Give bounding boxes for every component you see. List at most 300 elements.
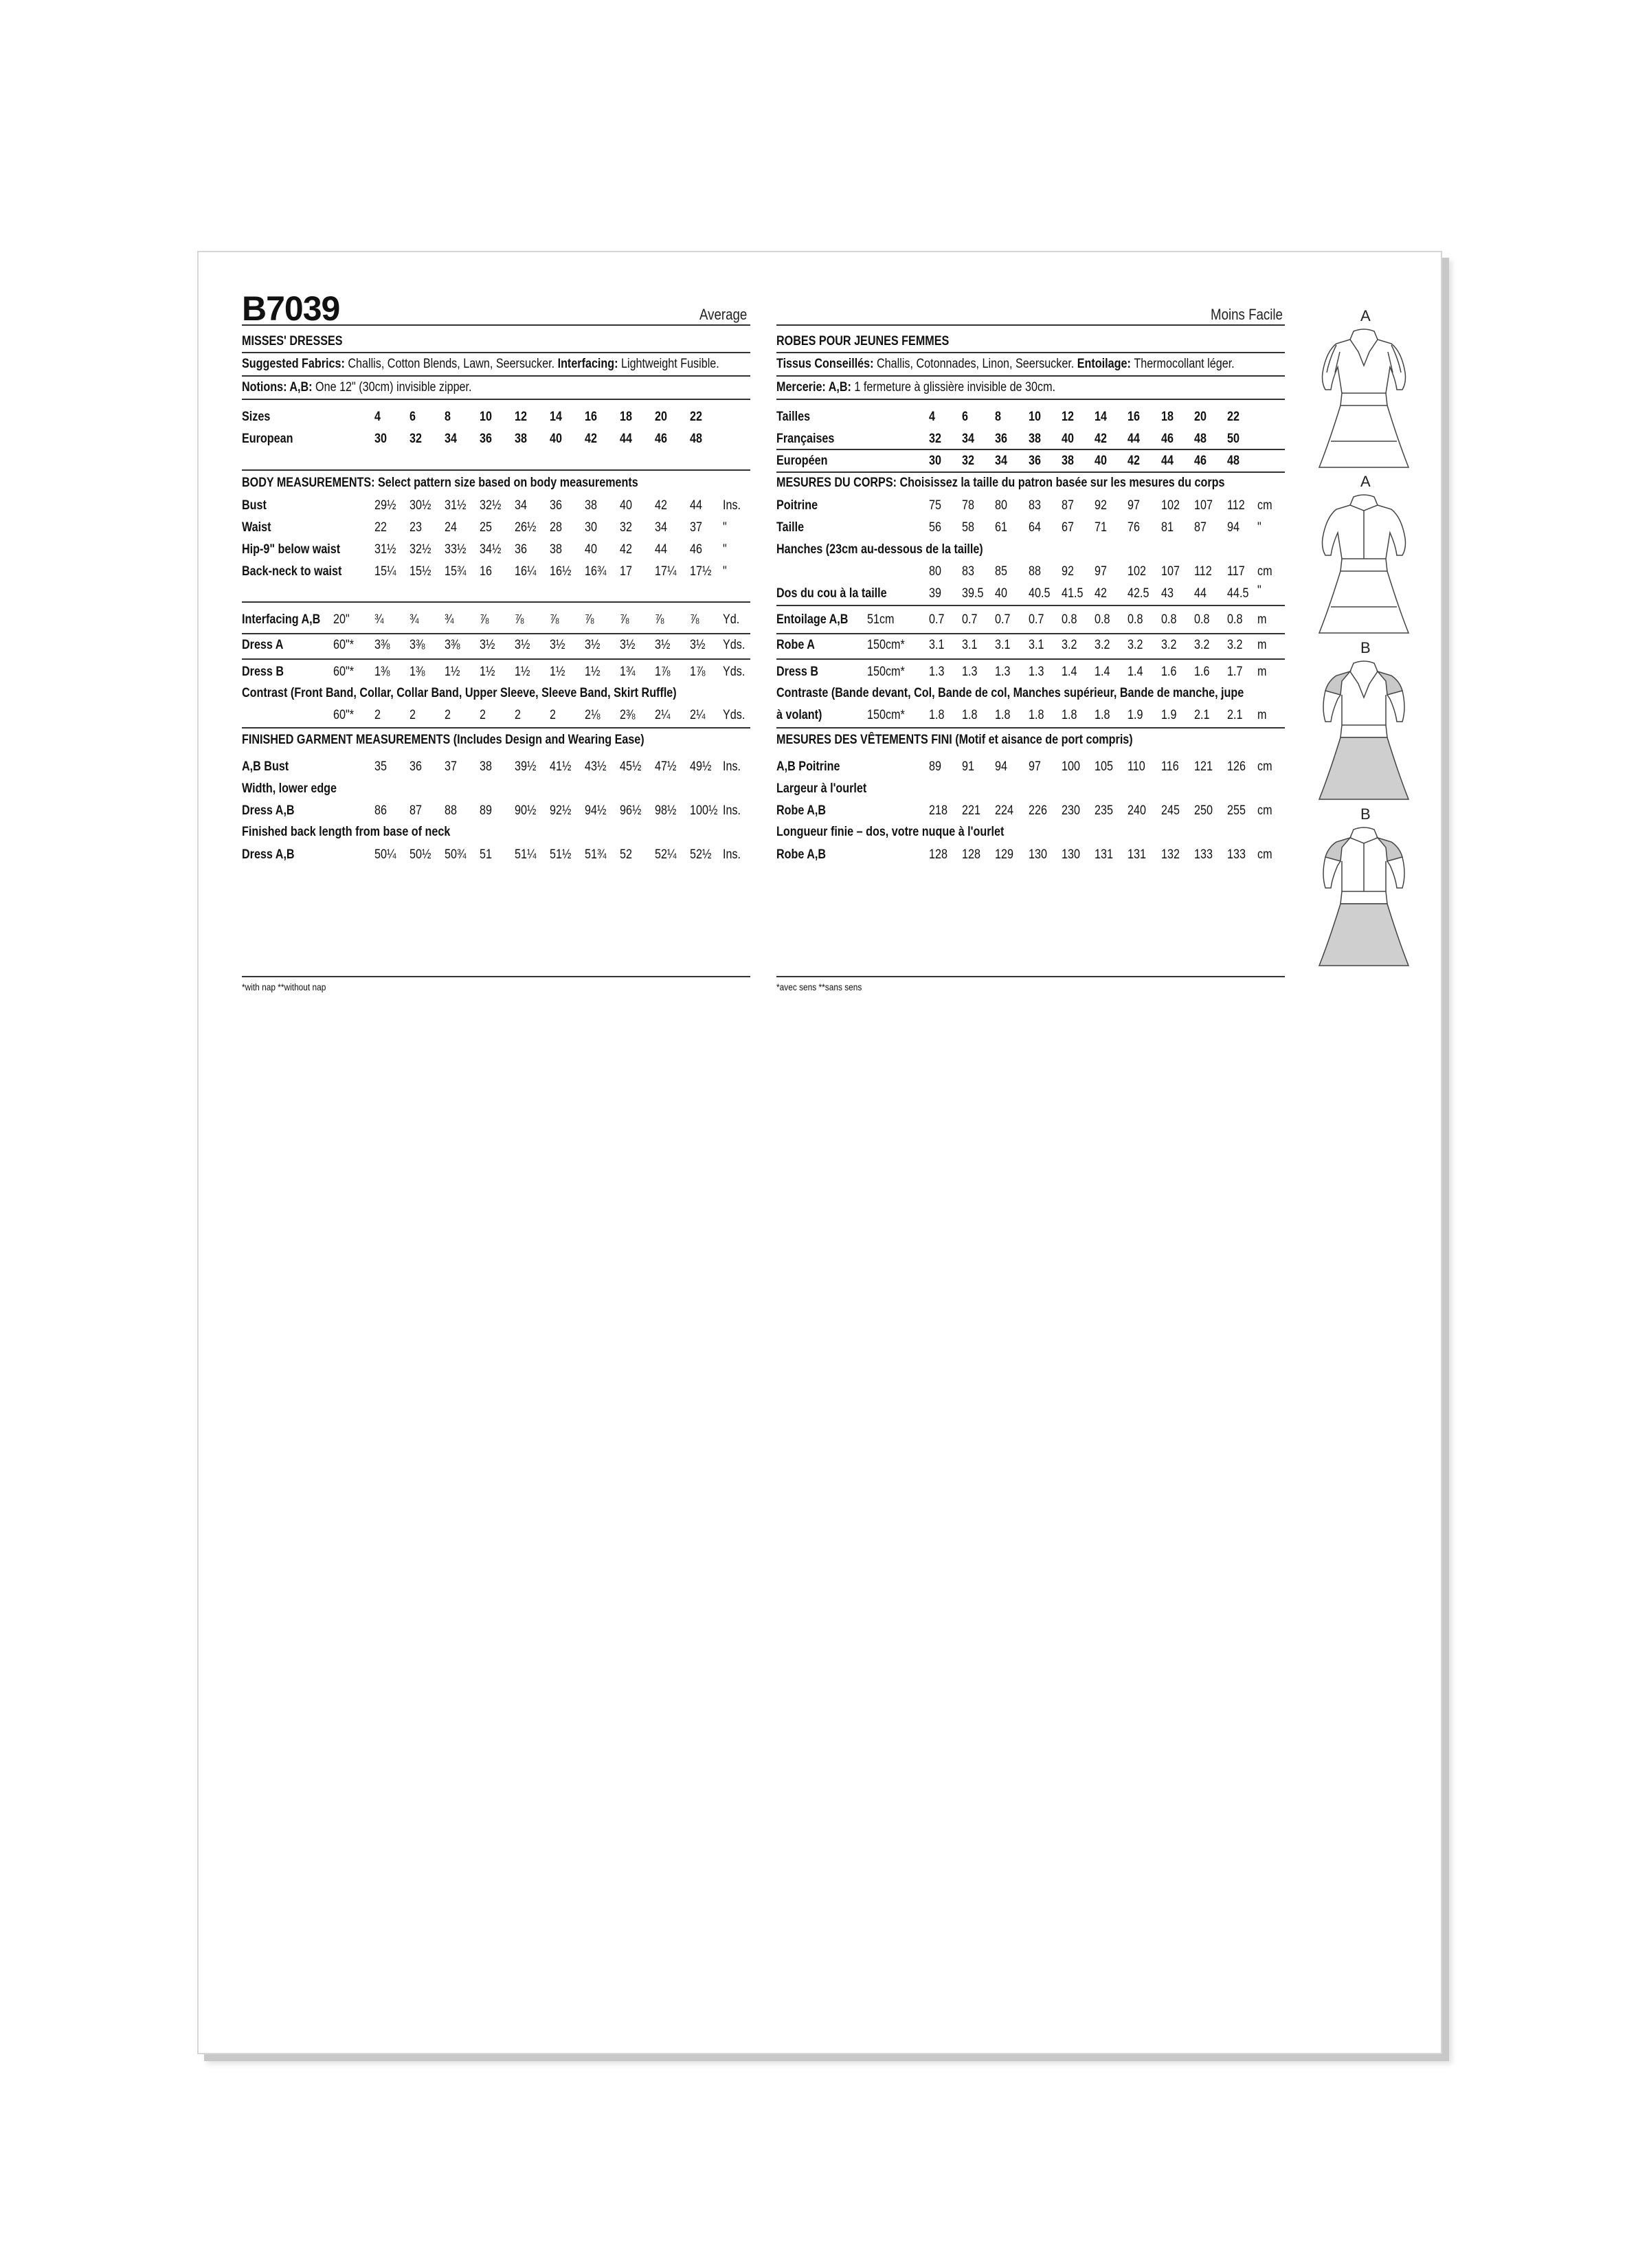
yardage-label: Dress B [242,665,284,679]
body-row-label: Taille [776,520,805,535]
finished-value: 89 [480,803,492,818]
unit: " [723,564,727,579]
body-value: 39 [929,586,941,601]
contrast-value: 1.8 [1062,708,1077,722]
finished-value: 45½ [620,759,642,774]
body-row-label: Dos du cou à la taille [776,586,887,601]
fabric-width: 51cm [867,612,895,627]
body-value: 36 [550,498,562,513]
body-value: 102 [1161,498,1180,513]
yardage-value: 1.4 [1095,665,1110,679]
fr-value: 32 [929,432,941,446]
yardage-value: 3.2 [1227,638,1243,652]
european-value: 30 [374,432,387,446]
finished-value: 100 [1062,759,1080,774]
rule [776,375,1285,377]
yardage-value: 3.1 [995,638,1011,652]
body-value: 38 [585,498,597,513]
finished-value: 96½ [620,803,642,818]
finished-value: 235 [1095,803,1113,818]
yardage-label: Interfacing A,B [242,612,321,627]
fabrics-line-part: Suggested Fabrics: [242,357,348,371]
body-heading: BODY MEASUREMENTS: Select pattern size based on body measurements [242,476,638,490]
finished-value: 240 [1128,803,1146,818]
finished-value: 38 [480,759,492,774]
european-value: 48 [690,432,702,446]
unit: Ins. [723,759,741,774]
yardage-value: 1.3 [995,665,1011,679]
body-value: 42 [620,542,632,557]
yardage-value: 1½ [585,665,601,679]
dress-view-b-back-icon [1316,823,1412,970]
yardage-value: 3½ [515,638,530,652]
size-value: 14 [550,410,562,424]
body-value: 17½ [690,564,712,579]
finished-value: 90½ [515,803,537,818]
yardage-value: 1½ [550,665,565,679]
notions-line [776,380,1055,395]
unit: cm [1257,498,1272,513]
rule [242,633,750,634]
rule [776,633,1285,634]
unit: cm [1257,759,1272,774]
unit: m [1257,612,1267,627]
width-label: Width, lower edge [242,781,337,796]
yardage-value: 1⅜ [374,665,390,679]
contrast-label: Contrast (Front Band, Collar, Collar Band, Upper Sleeve, Sleeve Band, Skirt Ruffle) [242,686,677,700]
finished-value: 224 [995,803,1013,818]
fr-value: 44 [1128,432,1140,446]
rule [776,352,1285,353]
european-value: 46 [655,432,667,446]
fabrics-line [776,357,1235,372]
yardage-value: 0.7 [929,612,945,627]
body-value: 117 [1227,564,1245,579]
yardage-value: ⅞ [585,612,594,627]
finished-value: 128 [929,847,947,862]
yardage-value: 1¾ [620,665,636,679]
body-value: 40 [995,586,1007,601]
finished-value: 89 [929,759,941,774]
finished-value: 88 [445,803,457,818]
rule [242,399,750,400]
yardage-value: ¾ [410,612,419,627]
footnote: *with nap **without nap [242,981,326,992]
size-value: 12 [515,410,527,424]
yardage-value: 0.8 [1194,612,1210,627]
body-value: 44 [690,498,702,513]
rule [776,658,1285,660]
unit: " [723,542,727,557]
contrast-value: 1.8 [962,708,978,722]
size-value: 20 [655,410,667,424]
finished-heading: FINISHED GARMENT MEASUREMENTS (Includes Design and Wearing Ease) [242,733,644,747]
finished-value: 230 [1062,803,1080,818]
finished-value: 105 [1095,759,1113,774]
notions-line-part: One 12" (30cm) invisible zipper. [315,380,472,394]
body-value: 41.5 [1062,586,1084,601]
rule [776,976,1285,977]
finished-value: 116 [1161,759,1179,774]
finished-label: A,B Poitrine [776,759,840,774]
body-value: 32½ [480,498,502,513]
body-value: 38 [550,542,562,557]
finished-label: Dress A,B [242,847,295,862]
contrast-label: Contraste (Bande devant, Col, Bande de col, Manches supérieur, Bande de manche, jupe [776,686,1244,700]
eu-value: 32 [962,454,974,468]
european-value: 36 [480,432,492,446]
body-row-label: Hip-9" below waist [242,542,341,557]
yardage-value: 1.3 [929,665,945,679]
yardage-value: 0.8 [1095,612,1110,627]
yardage-value: 3½ [585,638,601,652]
fabric-width: 150cm* [867,708,905,722]
fabrics-line-part: Entoilage: [1077,357,1134,371]
rule [776,324,1285,326]
fr-value: 42 [1095,432,1107,446]
finished-value: 36 [410,759,422,774]
body-value: 107 [1194,498,1213,513]
contrast-value: 1.8 [1029,708,1044,722]
yardage-label: Dress A [242,638,284,652]
body-value: 97 [1128,498,1140,513]
finished-label: Dress A,B [242,803,295,818]
yardage-value: 1.4 [1128,665,1143,679]
body-value: 15¾ [445,564,467,579]
fr-value: 34 [962,432,974,446]
contrast-value: 2.1 [1194,708,1210,722]
finished-value: 51¾ [585,847,607,862]
unit: Yds. [723,638,745,652]
body-value: 15¼ [374,564,396,579]
body-value: 32½ [410,542,431,557]
yardage-value: 1.4 [1062,665,1077,679]
european-value: 42 [585,432,597,446]
yardage-value: ¾ [445,612,454,627]
finished-value: 92½ [550,803,572,818]
body-value: 81 [1161,520,1174,535]
body-value: 37 [690,520,702,535]
body-value: 83 [1029,498,1041,513]
body-value: 67 [1062,520,1074,535]
body-value: 16 [480,564,492,579]
fabrics-line-part: Thermocollant léger. [1134,357,1235,371]
notions-line [242,380,472,395]
unit: m [1257,665,1267,679]
european-value: 40 [550,432,562,446]
finished-value: 35 [374,759,387,774]
fr-value: 46 [1161,432,1174,446]
view-label: B [1360,639,1371,656]
yardage-value: 1⅞ [655,665,671,679]
contrast-value: 1.9 [1128,708,1143,722]
contrast-value: 2 [550,708,556,722]
notions-line-part: Mercerie: A,B: [776,380,855,394]
yardage-value: 3½ [690,638,706,652]
body-value: 56 [929,520,941,535]
body-value: 30 [585,520,597,535]
yardage-value: ⅞ [655,612,664,627]
body-value: 64 [1029,520,1041,535]
yardage-value: 0.7 [995,612,1011,627]
body-value: 36 [515,542,527,557]
view-label: A [1360,473,1371,490]
body-value: 61 [995,520,1007,535]
body-value: 71 [1095,520,1107,535]
finished-value: 218 [929,803,947,818]
yardage-value: 1.3 [962,665,978,679]
body-value: 94 [1227,520,1239,535]
finished-label: Robe A,B [776,803,827,818]
body-value: 85 [995,564,1007,579]
contrast-value: 2¼ [655,708,671,722]
yardage-value: 3½ [550,638,565,652]
size-value: 6 [962,410,968,424]
unit: " [723,520,727,535]
finished-value: 131 [1095,847,1113,862]
body-value: 32 [620,520,632,535]
body-value: 31½ [374,542,396,557]
size-value: 4 [374,410,381,424]
yardage-value: 3.2 [1161,638,1177,652]
yardage-value: 1⅜ [410,665,425,679]
yardage-value: 3.2 [1095,638,1110,652]
yardage-value: ⅞ [480,612,489,627]
yardage-value: 0.8 [1128,612,1143,627]
yardage-value: 3.2 [1062,638,1077,652]
size-value: 12 [1062,410,1074,424]
unit: Yds. [723,708,745,722]
body-value: 33½ [445,542,467,557]
body-value: 80 [929,564,941,579]
body-value: 34 [515,498,527,513]
rule [242,658,750,660]
body-value: 43 [1161,586,1174,601]
european-value: 44 [620,432,632,446]
fabric-width: 60"* [333,638,354,652]
unit: cm [1257,803,1272,818]
yardage-value: 3.1 [1029,638,1044,652]
body-value: 34½ [480,542,502,557]
rule [776,605,1285,606]
eu-value: 38 [1062,454,1074,468]
contrast-value: 2 [445,708,451,722]
eu-value: 48 [1227,454,1239,468]
body-value: 112 [1227,498,1245,513]
fr-value: 48 [1194,432,1207,446]
pattern-code: B7039 [242,289,340,328]
fabric-width: 150cm* [867,665,905,679]
yardage-label: Robe A [776,638,815,652]
body-value: 15½ [410,564,431,579]
body-value: 42 [1095,586,1107,601]
yardage-value: 3.2 [1194,638,1210,652]
finished-value: 51¼ [515,847,537,862]
eu-value: 34 [995,454,1007,468]
contrast-value: 2 [515,708,521,722]
difficulty-fr: Moins Facile [1211,306,1283,323]
body-value: 17¼ [655,564,677,579]
finished-value: 100½ [690,803,718,818]
european-value: 38 [515,432,527,446]
length-label: Finished back length from base of neck [242,825,451,839]
yardage-value: 3.2 [1128,638,1143,652]
european-label: European [242,432,293,446]
yardage-value: 1½ [515,665,530,679]
unit: m [1257,638,1267,652]
fabrics-line [242,357,719,372]
body-value: 16½ [550,564,572,579]
body-row-label: Bust [242,498,267,513]
size-value: 10 [1029,410,1041,424]
contrast-value: 2.1 [1227,708,1243,722]
size-value: 8 [995,410,1001,424]
finished-value: 131 [1128,847,1146,862]
dress-view-b-icon [1316,656,1412,804]
unit: Yds. [723,665,745,679]
yardage-value: 3½ [655,638,671,652]
body-value: 102 [1128,564,1146,579]
finished-value: 130 [1062,847,1080,862]
body-value: 42.5 [1128,586,1149,601]
finished-heading: MESURES DES VÊTEMENTS FINI (Motif et aisance de port compris) [776,733,1133,747]
unit: Yd. [723,612,740,627]
finished-value: 130 [1029,847,1047,862]
yardage-value: 1.3 [1029,665,1044,679]
eu-value: 42 [1128,454,1140,468]
finished-value: 126 [1227,759,1246,774]
body-row-label: Poitrine [776,498,818,513]
notions-line-part: Notions: A,B: [242,380,316,394]
contrast-value: 2 [410,708,416,722]
finished-value: 221 [962,803,980,818]
yardage-value: 1⅞ [690,665,706,679]
unit: cm [1257,847,1272,862]
body-value: 97 [1095,564,1107,579]
yardage-value: 3.1 [929,638,945,652]
yardage-label: Entoilage A,B [776,612,849,627]
unit: cm [1257,564,1272,579]
largeur-label: Largeur à l'ourlet [776,781,867,796]
finished-value: 97 [1029,759,1041,774]
size-value: 4 [929,410,935,424]
fabrics-line-part: Challis, Cotonnades, Linon, Seersucker. [877,357,1077,371]
body-value: 44 [655,542,667,557]
rule [242,352,750,353]
body-value: 22 [374,520,387,535]
section-title: ROBES POUR JEUNES FEMMES [776,334,950,348]
body-value: 76 [1128,520,1140,535]
unit: Ins. [723,498,741,513]
fabrics-line-part: Lightweight Fusible. [621,357,719,371]
size-value: 6 [410,410,416,424]
fabrics-line-part: Challis, Cotton Blends, Lawn, Seersucker. [348,357,558,371]
contrast-label: à volant) [776,708,822,722]
finished-value: 39½ [515,759,537,774]
fabric-width: 60"* [333,665,354,679]
finished-label: A,B Bust [242,759,289,774]
fabric-width: 60"* [333,708,354,722]
yardage-label: Dress B [776,665,819,679]
rule [776,727,1285,729]
rule [242,469,750,471]
yardage-value: 1½ [445,665,460,679]
contrast-value: 2⅛ [585,708,601,722]
footnote: *avec sens **sans sens [776,981,862,992]
body-value: 80 [995,498,1007,513]
finished-value: 86 [374,803,387,818]
view-label: A [1360,307,1371,324]
unit: m [1257,708,1267,722]
body-value: 31½ [445,498,467,513]
body-value: 83 [962,564,974,579]
eu-value: 36 [1029,454,1041,468]
finished-value: 250 [1194,803,1213,818]
size-value: 22 [690,410,702,424]
rule [242,727,750,729]
finished-value: 133 [1194,847,1213,862]
size-value: 20 [1194,410,1207,424]
yardage-value: 3⅜ [374,638,390,652]
unit: " [1257,583,1261,598]
size-value: 22 [1227,410,1239,424]
rule [242,601,750,603]
finished-value: 50½ [410,847,431,862]
size-value: 18 [620,410,632,424]
body-value: 17 [620,564,632,579]
finished-value: 226 [1029,803,1047,818]
unit: Ins. [723,847,741,862]
contrast-value: 1.8 [1095,708,1110,722]
finished-value: 50¾ [445,847,467,862]
finished-value: 52½ [690,847,712,862]
body-row-label: Back-neck to waist [242,564,342,579]
body-value: 40 [585,542,597,557]
yardage-value: 0.7 [1029,612,1044,627]
european-value: 32 [410,432,422,446]
yardage-value: 0.8 [1227,612,1243,627]
yardage-value: 3⅜ [445,638,460,652]
body-row-label: Waist [242,520,271,535]
hanches-label: Hanches (23cm au-dessous de la taille) [776,542,983,557]
body-value: 40.5 [1029,586,1051,601]
body-value: 58 [962,520,974,535]
yardage-value: 3½ [480,638,495,652]
yardage-value: 1½ [480,665,495,679]
sizes-label: Tailles [776,410,811,424]
yardage-value: ⅞ [690,612,699,627]
fr-value: 36 [995,432,1007,446]
body-value: 40 [620,498,632,513]
body-value: 25 [480,520,492,535]
finished-value: 43½ [585,759,607,774]
finished-value: 132 [1161,847,1180,862]
body-value: 30½ [410,498,431,513]
rule [242,324,750,326]
yardage-value: 3.1 [962,638,978,652]
eu-value: 40 [1095,454,1107,468]
finished-label: Robe A,B [776,847,827,862]
finished-value: 129 [995,847,1013,862]
rule [776,449,1285,450]
size-value: 18 [1161,410,1174,424]
yardage-value: 3½ [620,638,636,652]
finished-value: 51 [480,847,492,862]
fr-value: 38 [1029,432,1041,446]
yardage-value: 1.7 [1227,665,1243,679]
finished-value: 50¼ [374,847,396,862]
eu-value: 44 [1161,454,1174,468]
